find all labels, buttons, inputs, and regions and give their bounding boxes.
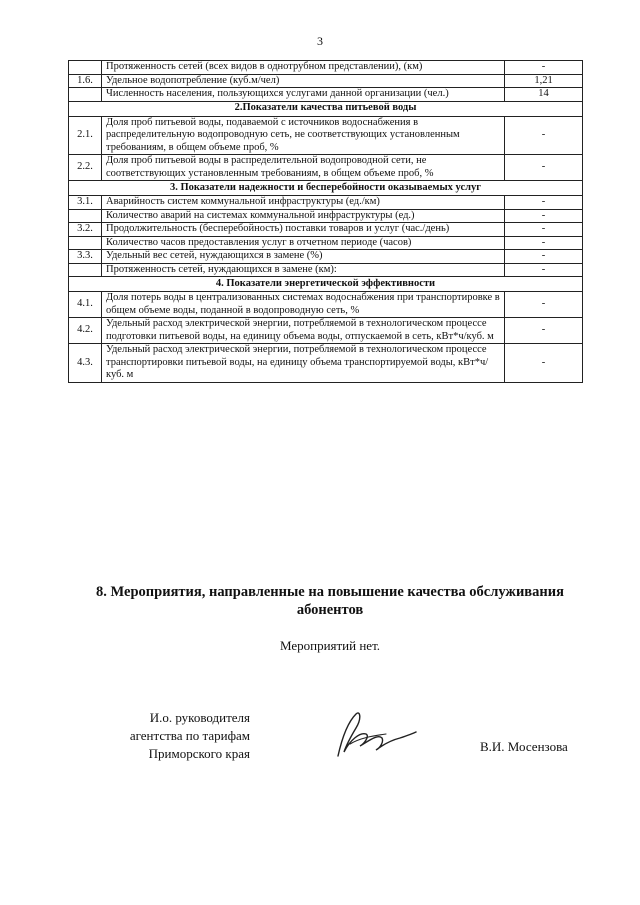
row-number: 1.6. (69, 74, 102, 88)
table-row (69, 223, 583, 237)
section-8-heading-line1: 8. Мероприятия, направленные на повышение качества обслуживания (96, 584, 564, 600)
indicator-value: - (505, 292, 583, 318)
row-number (69, 88, 102, 102)
indicator-description: Количество аварий на системах коммунальной инфраструктуры (ед.) (102, 209, 505, 223)
row-number: 3.2. (69, 223, 102, 237)
row-number (69, 61, 102, 75)
row-number: 4.3. (69, 344, 102, 383)
indicator-value: - (505, 116, 583, 155)
table-row (69, 196, 583, 210)
indicator-description: Аварийность систем коммунальной инфраструктуры (ед./км) (102, 196, 505, 210)
table-row (69, 155, 583, 181)
row-number: 4.2. (69, 318, 102, 344)
row-number (69, 236, 102, 250)
table-row (69, 209, 583, 223)
indicator-description: Удельное водопотребление (куб.м/чел) (102, 74, 505, 88)
indicator-value: - (505, 263, 583, 277)
row-number: 2.2. (69, 155, 102, 181)
row-number: 3.1. (69, 196, 102, 210)
section-title: 2.Показатели качества питьевой воды (69, 101, 583, 116)
indicator-value: 1,21 (505, 74, 583, 88)
indicator-description: Численность населения, пользующихся услугами данной организации (чел.) (102, 88, 505, 102)
table-row (69, 116, 583, 155)
section-title: 3. Показатели надежности и бесперебойности оказываемых услуг (69, 181, 583, 196)
indicator-value: - (505, 344, 583, 383)
indicator-value: - (505, 223, 583, 237)
indicator-value: - (505, 61, 583, 75)
indicator-value: - (505, 209, 583, 223)
section-8-heading (60, 583, 600, 619)
indicator-value: 14 (505, 88, 583, 102)
signer-line-3: Приморского края (148, 746, 250, 761)
indicator-description: Доля проб питьевой воды, подаваемой с источников водоснабжения в распределительную водопроводную сеть, не соответствующих установленным требованиям, в общем объеме проб, % (102, 116, 505, 155)
indicator-value: - (505, 236, 583, 250)
table-row (69, 344, 583, 383)
indicator-description: Удельный расход электрической энергии, потребляемой в технологическом процессе транспортировки питьевой воды, на единицу объема транспортируемой воды, кВт*ч/куб. м (102, 344, 505, 383)
page-number: 3 (317, 34, 323, 48)
table-row (69, 88, 583, 102)
row-number: 2.1. (69, 116, 102, 155)
row-number (69, 263, 102, 277)
indicator-value: - (505, 318, 583, 344)
indicator-description: Протяженность сетей, нуждающихся в замене (км): (102, 263, 505, 277)
indicator-description: Протяженность сетей (всех видов в однотрубном представлении), (км) (102, 61, 505, 75)
table-row (69, 318, 583, 344)
indicator-description: Количество часов предоставления услуг в отчетном периоде (часов) (102, 236, 505, 250)
handwritten-signature (320, 708, 420, 763)
indicator-value: - (505, 250, 583, 264)
signer-name: В.И. Мосензова (480, 739, 568, 754)
indicator-description: Доля проб питьевой воды в распределительной водопроводной сети, не соответствующих установленным требованиям, в общем объеме проб, % (102, 155, 505, 181)
table-row (69, 292, 583, 318)
signer-line-2: агентства по тарифам (129, 728, 250, 743)
indicator-description: Удельный расход электрической энергии, потребляемой в технологическом процессе подготовки питьевой воды, на единицу объема воды, отпускаемой в сеть, кВт*ч/куб. м (102, 318, 505, 344)
section-header-row (69, 101, 583, 116)
table-row (69, 74, 583, 88)
section-header-row (69, 181, 583, 196)
table-row (69, 263, 583, 277)
row-number: 3.3. (69, 250, 102, 264)
table-row (69, 250, 583, 264)
table-row (69, 61, 583, 75)
signer-line-1: И.о. руководителя (149, 710, 250, 725)
no-measures-text: Мероприятий нет. (279, 638, 381, 653)
section-header-row (69, 277, 583, 292)
indicator-value: - (505, 196, 583, 210)
row-number: 4.1. (69, 292, 102, 318)
indicators-table (68, 60, 583, 383)
section-8-heading-line2: абонентов (296, 602, 364, 618)
indicator-description: Удельный вес сетей, нуждающихся в замене (%) (102, 250, 505, 264)
indicator-description: Продолжительность (бесперебойность) поставки товаров и услуг (час./день) (102, 223, 505, 237)
table-row (69, 236, 583, 250)
signer-position (75, 709, 250, 763)
indicator-value: - (505, 155, 583, 181)
row-number (69, 209, 102, 223)
section-title: 4. Показатели энергетической эффективности (69, 277, 583, 292)
indicator-description: Доля потерь воды в централизованных системах водоснабжения при транспортировке в общем объеме воды, поданной в водопроводную сеть, % (102, 292, 505, 318)
